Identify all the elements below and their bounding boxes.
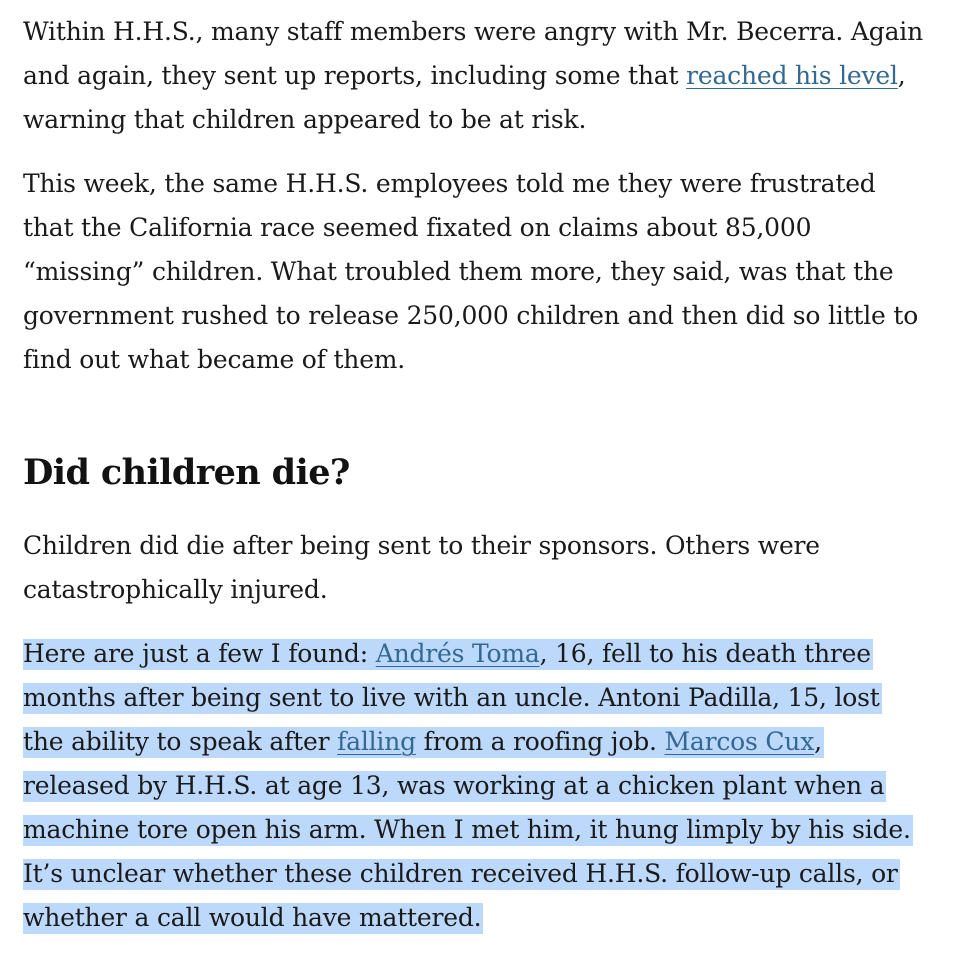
paragraph-text: , warning that children appeared to be at risk. (23, 61, 906, 134)
paragraph-text: , released by H.H.S. at age 13, was working at a chicken plant when a machine tore open his arm. When I met him, it hung limply by his side. It’s unclear whether these children received H.H.S. follow-up calls, or whether a call would have mattered. (23, 727, 911, 932)
paragraph-text: , 16, fell to his death three months after being sent to live with an uncle. Antoni Padilla, 15, lost the ability to speak after (23, 639, 880, 756)
section-heading: Did children die? (23, 452, 350, 493)
selected-text[interactable] (23, 639, 913, 934)
falling-link[interactable]: falling (337, 727, 416, 756)
paragraph-children-died: Children did die after being sent to their sponsors. Others were catastrophically injured. (23, 531, 820, 604)
paragraph-text: Within H.H.S., many staff members were angry with Mr. Becerra. Again and again, they sent up reports, including some that (23, 17, 923, 90)
article-body (23, 10, 923, 940)
marcos-cux-link[interactable]: Marcos Cux (664, 727, 815, 756)
andres-toma-link[interactable]: Andrés Toma (375, 639, 540, 668)
paragraph-examples[interactable] (23, 632, 923, 940)
paragraph-text: Here are just a few I found: (23, 639, 376, 668)
reached-his-level-link[interactable]: reached his level (686, 61, 898, 90)
paragraph-staff-anger (23, 10, 923, 142)
paragraph-text: from a roofing job. (415, 727, 665, 756)
paragraph-employees-frustrated: This week, the same H.H.S. employees told me they were frustrated that the California race seemed fixated on claims about 85,000 “missing” children. What troubled them more, they said, was that the government rushed to release 250,000 children and then did so little to find out what became of them. (23, 169, 919, 374)
